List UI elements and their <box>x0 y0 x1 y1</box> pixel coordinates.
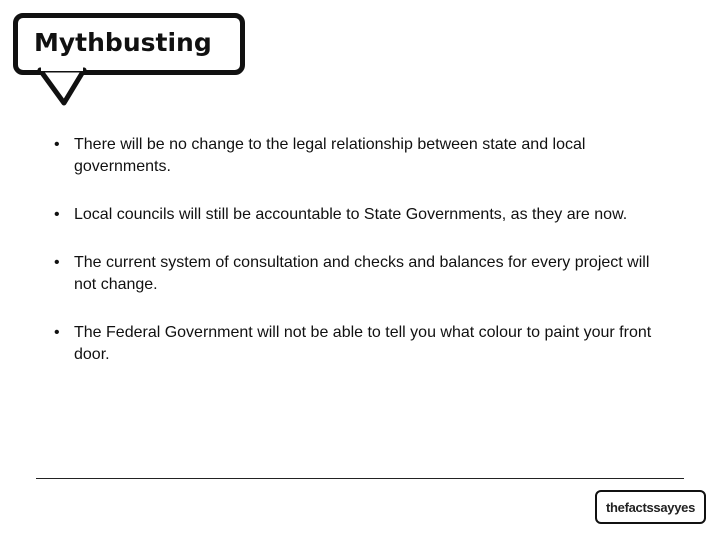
footer-divider <box>36 478 684 479</box>
bullet-marker: • <box>54 324 60 341</box>
bullet-text: Local councils will still be accountable to State Governments, as they are now. <box>74 206 628 223</box>
list-item <box>52 322 672 366</box>
bullet-list <box>52 134 672 392</box>
page-title: Mythbusting <box>34 28 212 57</box>
bullet-text: The Federal Government will not be able to tell you what colour to paint your front door. <box>74 324 652 363</box>
list-item <box>52 204 672 226</box>
bullet-text: There will be no change to the legal relationship between state and local governments. <box>74 136 586 175</box>
bullet-text: The current system of consultation and checks and balances for every project will not change. <box>74 254 650 293</box>
logo-text: thefactssayyes <box>605 499 696 515</box>
brand-logo <box>595 490 706 524</box>
list-item <box>52 252 672 296</box>
bullet-marker: • <box>54 136 60 153</box>
bullet-marker: • <box>54 206 60 223</box>
list-item <box>52 134 672 178</box>
bullet-marker: • <box>54 254 60 271</box>
